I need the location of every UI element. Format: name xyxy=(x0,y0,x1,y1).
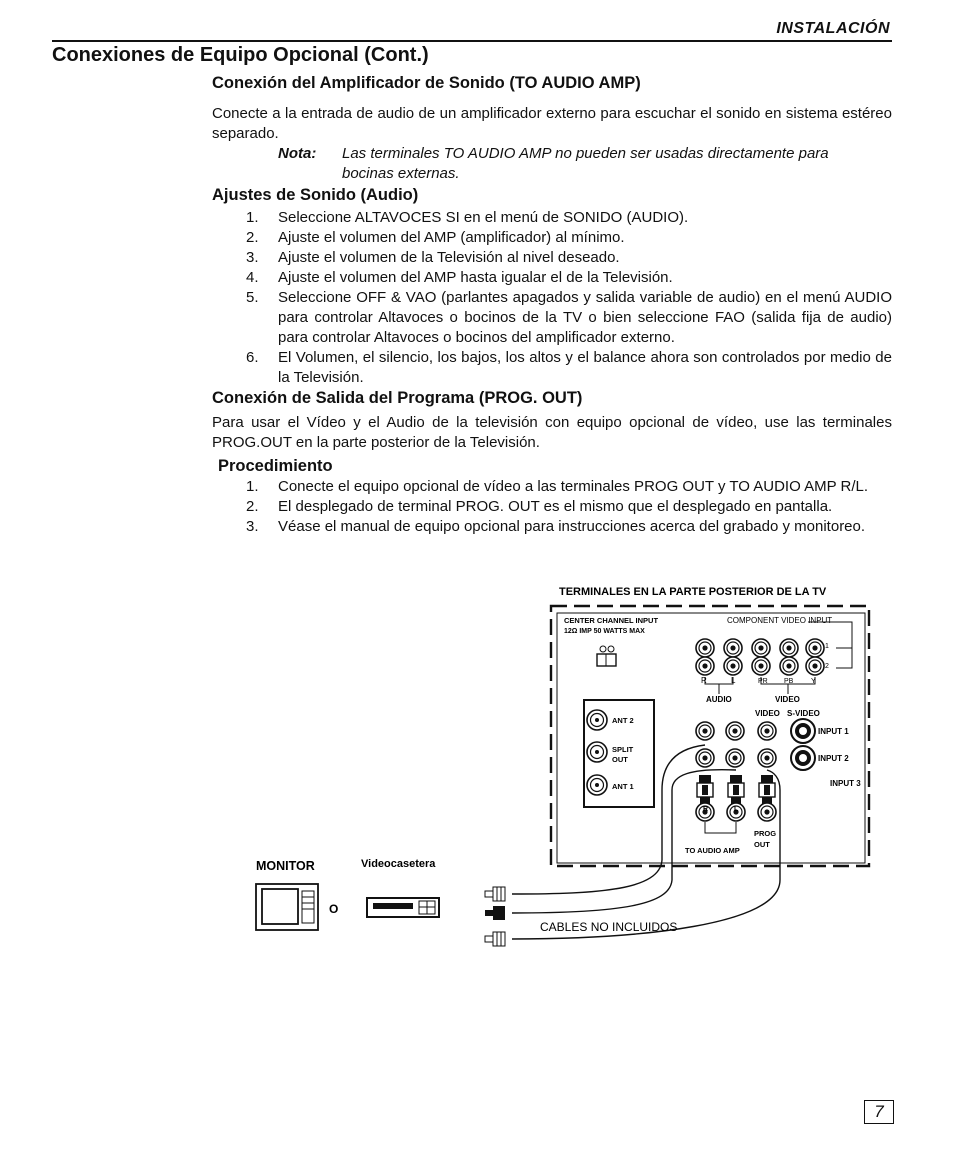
svg-text:1: 1 xyxy=(825,643,829,650)
amp-paragraph: Conecte a la entrada de audio de un amplificador externo para escuchar el sonido en sistema estéreo separado. xyxy=(212,105,892,142)
svg-text:OUT: OUT xyxy=(754,840,770,849)
svg-text:L: L xyxy=(734,806,739,813)
note-text-1: Las terminales TO AUDIO AMP no pueden ser usadas directamente para xyxy=(342,145,829,162)
monitor-label: MONITOR xyxy=(256,859,315,873)
note-text-2: bocinas externas. xyxy=(342,165,460,182)
svideo-input2-icon xyxy=(791,746,815,770)
svg-text:INPUT 1: INPUT 1 xyxy=(818,727,849,736)
svg-text:ANT 1: ANT 1 xyxy=(612,782,634,791)
or-label: O xyxy=(329,902,339,916)
speaker-terminal-icon xyxy=(597,646,616,666)
plug-icon xyxy=(697,775,713,805)
page-title: Conexiones de Equipo Opcional (Cont.) xyxy=(52,44,429,66)
svg-text:VIDEO: VIDEO xyxy=(755,709,780,718)
ant1-connector-icon xyxy=(587,775,607,795)
svg-text:AUDIO: AUDIO xyxy=(706,695,732,704)
center-channel-spec: 12Ω IMP 50 WATTS MAX xyxy=(564,628,645,635)
svg-text:INPUT 3: INPUT 3 xyxy=(830,779,861,788)
page-number: 7 xyxy=(864,1100,894,1124)
svg-text:2: 2 xyxy=(825,663,829,670)
svg-text:TO AUDIO AMP: TO AUDIO AMP xyxy=(685,846,740,855)
svg-text:INPUT 2: INPUT 2 xyxy=(818,754,849,763)
prog-paragraph: Para usar el Vídeo y el Audio de la televisión con equipo opcional de vídeo, use las terminales PROG.OUT en la parte posterior de la Televisión. xyxy=(212,414,892,451)
svg-text:PROG: PROG xyxy=(754,829,777,838)
svg-text:Y: Y xyxy=(811,678,816,685)
cables-label: CABLES NO INCLUIDOS xyxy=(540,920,678,934)
plug-icon xyxy=(759,775,775,805)
list-item: 2. Ajuste el volumen del AMP (amplificador) al mínimo. xyxy=(246,229,625,246)
svg-text:PB: PB xyxy=(784,678,794,685)
procedure-heading: Procedimiento xyxy=(218,457,333,475)
split-out-connector-icon xyxy=(587,742,607,762)
amp-heading: Conexión del Amplificador de Sonido (TO AUDIO AMP) xyxy=(212,74,641,92)
sound-heading: Ajustes de Sonido (Audio) xyxy=(212,186,419,204)
svg-text:R: R xyxy=(703,806,709,813)
list-item: 6. El Volumen, el silencio, los bajos, los altos y el balance ahora son controlados por medio de la Televisión. xyxy=(246,349,892,386)
center-channel-label: CENTER CHANNEL INPUT xyxy=(564,616,659,625)
diagram-title: TERMINALES EN LA PARTE POSTERIOR DE LA TV xyxy=(559,586,827,598)
cable-ends xyxy=(485,887,505,946)
input-jacks xyxy=(696,719,815,770)
ant2-connector-icon xyxy=(587,710,607,730)
note-label: Nota: xyxy=(278,145,317,162)
svg-text:S-VIDEO: S-VIDEO xyxy=(787,709,820,718)
section-label: INSTALACIÓN xyxy=(776,20,890,37)
svg-text:PR: PR xyxy=(758,678,768,685)
list-item: 3. Ajuste el volumen de la Televisión al nivel deseado. xyxy=(246,249,620,266)
svg-text:SPLIT: SPLIT xyxy=(612,745,634,754)
svg-text:ANT 2: ANT 2 xyxy=(612,716,634,725)
list-item: 1. Conecte el equipo opcional de vídeo a las terminales PROG OUT y TO AUDIO AMP R/L. xyxy=(246,478,869,495)
svg-text:OUT: OUT xyxy=(612,755,628,764)
list-item: 3. Véase el manual de equipo opcional para instrucciones acerca del grabado y monitoreo. xyxy=(246,518,866,535)
list-item: 1. Seleccione ALTAVOCES SI en el menú de SONIDO (AUDIO). xyxy=(246,209,689,226)
vcr-icon xyxy=(367,898,439,917)
prog-heading: Conexión de Salida del Programa (PROG. OUT) xyxy=(212,389,583,407)
list-item: 2. El desplegado de terminal PROG. OUT es el mismo que el desplegado en pantalla. xyxy=(246,498,833,515)
vcr-label: Videocasetera xyxy=(361,858,436,870)
monitor-icon xyxy=(256,884,318,930)
svg-text:R: R xyxy=(701,676,707,685)
list-item: 5. Seleccione OFF & VAO (parlantes apagados y salida variable de audio) en el menú AUDIO para controlar Altavoces o bocinos de la TV o bien seleccione FAO (salida fija de audio) para controlar Altavoces o bocinos del amplificador externo. xyxy=(246,289,892,346)
component-jacks-row-1 xyxy=(696,639,824,657)
component-label: COMPONENT VIDEO INPUT xyxy=(727,616,833,625)
svideo-input1-icon xyxy=(791,719,815,743)
component-jacks-row-2 xyxy=(696,657,824,675)
plug-icon xyxy=(728,775,744,805)
list-item: 4. Ajuste el volumen del AMP hasta igualar el de la Televisión. xyxy=(246,269,673,286)
svg-text:L: L xyxy=(731,676,736,685)
svg-text:VIDEO: VIDEO xyxy=(775,695,800,704)
